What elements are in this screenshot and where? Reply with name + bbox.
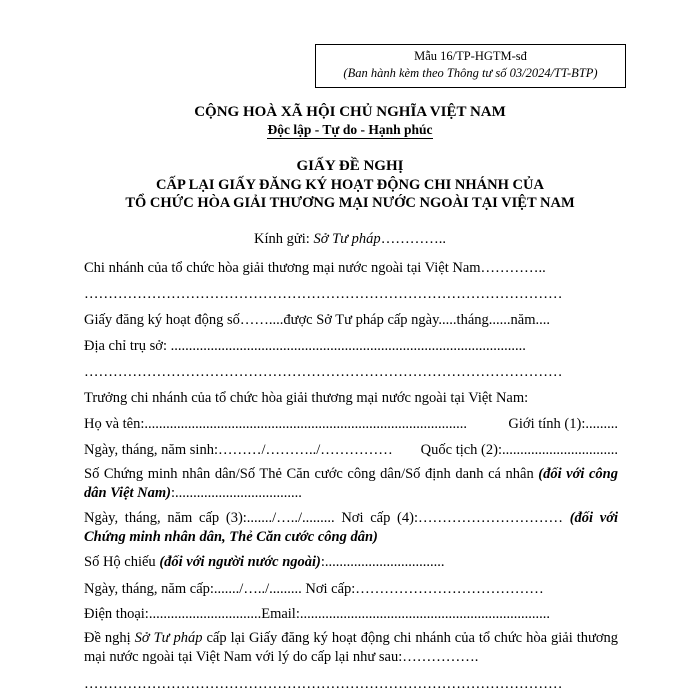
id-issue-label[interactable]: Ngày, tháng, năm cấp (3):......./…../......... Nơi cấp (4):………………………… xyxy=(84,510,570,526)
birth-nationality-row xyxy=(84,441,618,460)
motto xyxy=(0,122,700,138)
request-reason-continuation[interactable]: ……………………………………………………………………………………… xyxy=(84,676,563,692)
request-prefix: Đề nghị xyxy=(84,630,135,646)
id-issue-field[interactable] xyxy=(84,509,618,547)
recipient-label: Kính gửi: xyxy=(254,231,314,247)
passport-issue-field[interactable]: Ngày, tháng, năm cấp:......./…../......... Nơi cấp:………………………………… xyxy=(84,581,544,597)
contact-field[interactable]: Điện thoại:...............................Email:..................................................................... xyxy=(84,606,550,622)
document-title: GIẤY ĐỀ NGHỊ xyxy=(296,158,404,174)
passport-dots[interactable]: :................................. xyxy=(320,554,445,570)
id-label: Số Chứng minh nhân dân/Số Thẻ Căn cước công dân/Số định danh cá nhân xyxy=(84,466,539,482)
name-field[interactable]: Họ và tên:......................................................................................... xyxy=(84,416,468,432)
id-note: (đối với công dân Việt Nam) xyxy=(84,466,618,501)
request-text[interactable]: cấp lại Giấy đăng ký hoạt động chi nhánh của tổ chức hòa giải thương mại nước ngoài tại Việt Nam với lý do cấp lại như sau:……………. xyxy=(84,630,618,665)
form-code-box xyxy=(315,44,626,88)
id-number-field[interactable] xyxy=(84,465,618,503)
recipient-line xyxy=(0,231,700,248)
form-reference: (Ban hành kèm theo Thông tư số 03/2024/TT-BTP) xyxy=(343,66,598,80)
id-dots[interactable]: :................................... xyxy=(171,485,302,501)
registration-field[interactable]: Giấy đăng ký hoạt động số……....được Sở Tư pháp cấp ngày.....tháng......năm.... xyxy=(84,312,550,328)
form-code: Mẫu 16/TP-HGTM-sđ xyxy=(414,49,527,63)
birth-date-field[interactable]: Ngày, tháng, năm sinh:………/………../…………… xyxy=(84,442,393,458)
recipient-value: Sở Tư pháp xyxy=(313,231,381,247)
branch-name-continuation[interactable]: ……………………………………………………………………………………… xyxy=(84,286,563,302)
branch-name-field[interactable]: Chi nhánh của tổ chức hòa giải thương mại nước ngoài tại Việt Nam………….. xyxy=(84,260,546,276)
passport-field[interactable] xyxy=(84,553,618,572)
branch-head-label: Trưởng chi nhánh của tổ chức hòa giải thương mại nước ngoài tại Việt Nam: xyxy=(84,390,529,406)
nationality-field[interactable]: Quốc tịch (2):................................ xyxy=(420,442,618,458)
nation-heading: CỘNG HOÀ XÃ HỘI CHỦ NGHĨA VIỆT NAM xyxy=(194,104,506,120)
address-field[interactable]: Địa chỉ trụ sở: .................................................................................................. xyxy=(84,338,526,354)
request-authority: Sở Tư pháp xyxy=(134,630,203,646)
address-continuation[interactable]: ……………………………………………………………………………………… xyxy=(84,364,563,380)
recipient-blank[interactable]: ………….. xyxy=(380,231,446,247)
name-gender-row xyxy=(84,415,618,434)
motto-text: Độc lập - Tự do - Hạnh phúc xyxy=(267,122,433,137)
id-issue-note: (đối với Chứng minh nhân dân, Thẻ Căn cước công dân) xyxy=(84,510,618,545)
document-subtitle-2: TỔ CHỨC HÒA GIẢI THƯƠNG MẠI NƯỚC NGOÀI TẠI VIỆT NAM xyxy=(125,195,575,211)
document-subtitle-1: CẤP LẠI GIẤY ĐĂNG KÝ HOẠT ĐỘNG CHI NHÁNH CỦA xyxy=(156,177,544,193)
passport-note: (đối với người nước ngoài) xyxy=(159,554,321,570)
passport-label: Số Hộ chiếu xyxy=(84,554,160,570)
request-reason-field[interactable] xyxy=(84,629,618,667)
gender-field[interactable]: Giới tính (1):......... xyxy=(508,416,618,432)
